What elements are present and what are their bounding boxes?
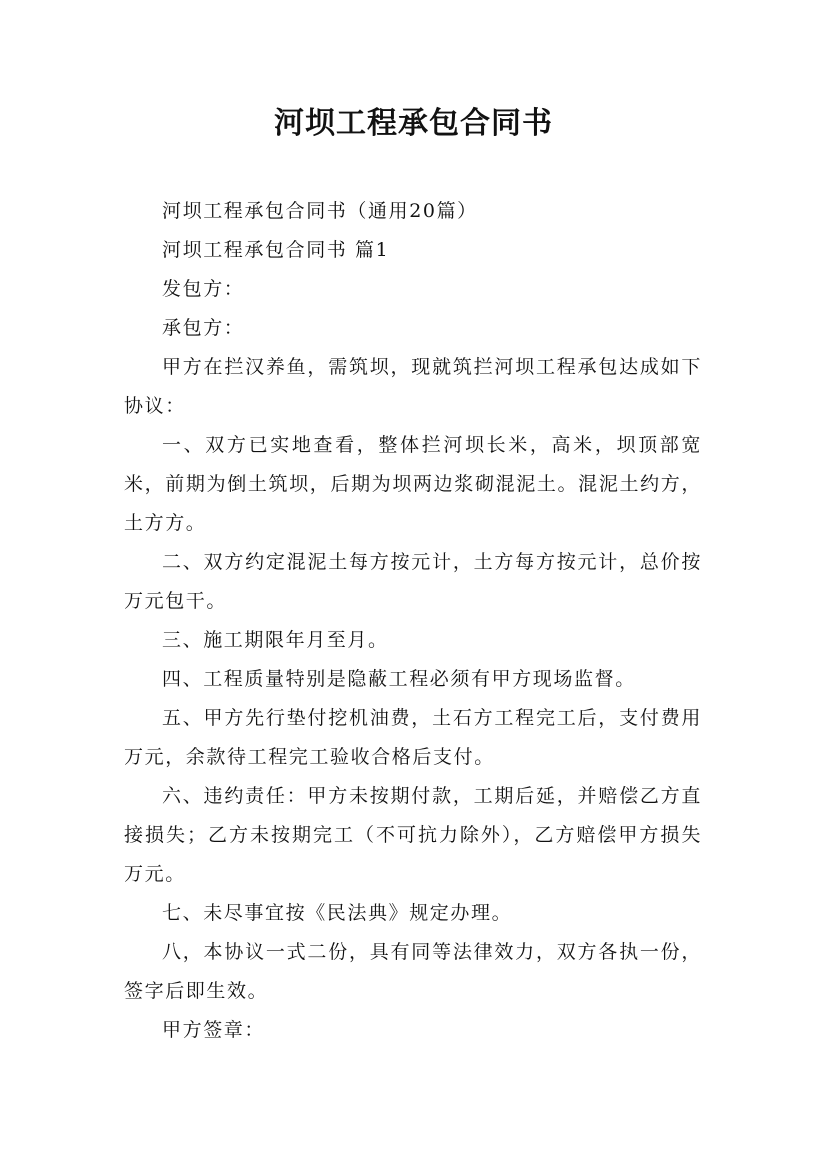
document-body [124,192,702,1050]
party-a-line: 发包方： [162,278,245,300]
clause-2: 二、双方约定混泥土每方按元计，土方每方按元计，总价按万元包干。 [124,551,702,612]
preamble-paragraph: 甲方在拦汉养鱼，需筑坝，现就筑拦河坝工程承包达成如下协议： [124,356,702,417]
clause-8: 八，本协议一式二份，具有同等法律效力，双方各执一份，签字后即生效。 [124,941,702,1002]
clause-3: 三、施工期限年月至月。 [162,629,389,651]
clause-4: 四、工程质量特别是隐蔽工程必须有甲方现场监督。 [162,668,636,690]
section-heading: 河坝工程承包合同书 篇1 [162,239,390,261]
document-title: 河坝工程承包合同书 [274,106,553,141]
signature-line: 甲方签章： [162,1019,266,1041]
clause-6: 六、违约责任：甲方未按期付款，工期后延，并赔偿乙方直接损失；乙方未按期完工（不可抗力除外），乙方赔偿甲方损失万元。 [124,785,702,885]
subtitle-paragraph: 河坝工程承包合同书（通用20篇） [162,200,478,222]
clause-1: 一、双方已实地查看，整体拦河坝长米，高米，坝顶部宽米，前期为倒土筑坝，后期为坝两边浆砌混泥土。混泥土约方，土方方。 [124,434,702,534]
clause-7: 七、未尽事宜按《民法典》规定办理。 [162,902,513,924]
clause-5: 五、甲方先行垫付挖机油费，土石方工程完工后，支付费用万元，余款待工程完工验收合格后支付。 [124,707,702,768]
party-b-line: 承包方： [162,317,245,339]
